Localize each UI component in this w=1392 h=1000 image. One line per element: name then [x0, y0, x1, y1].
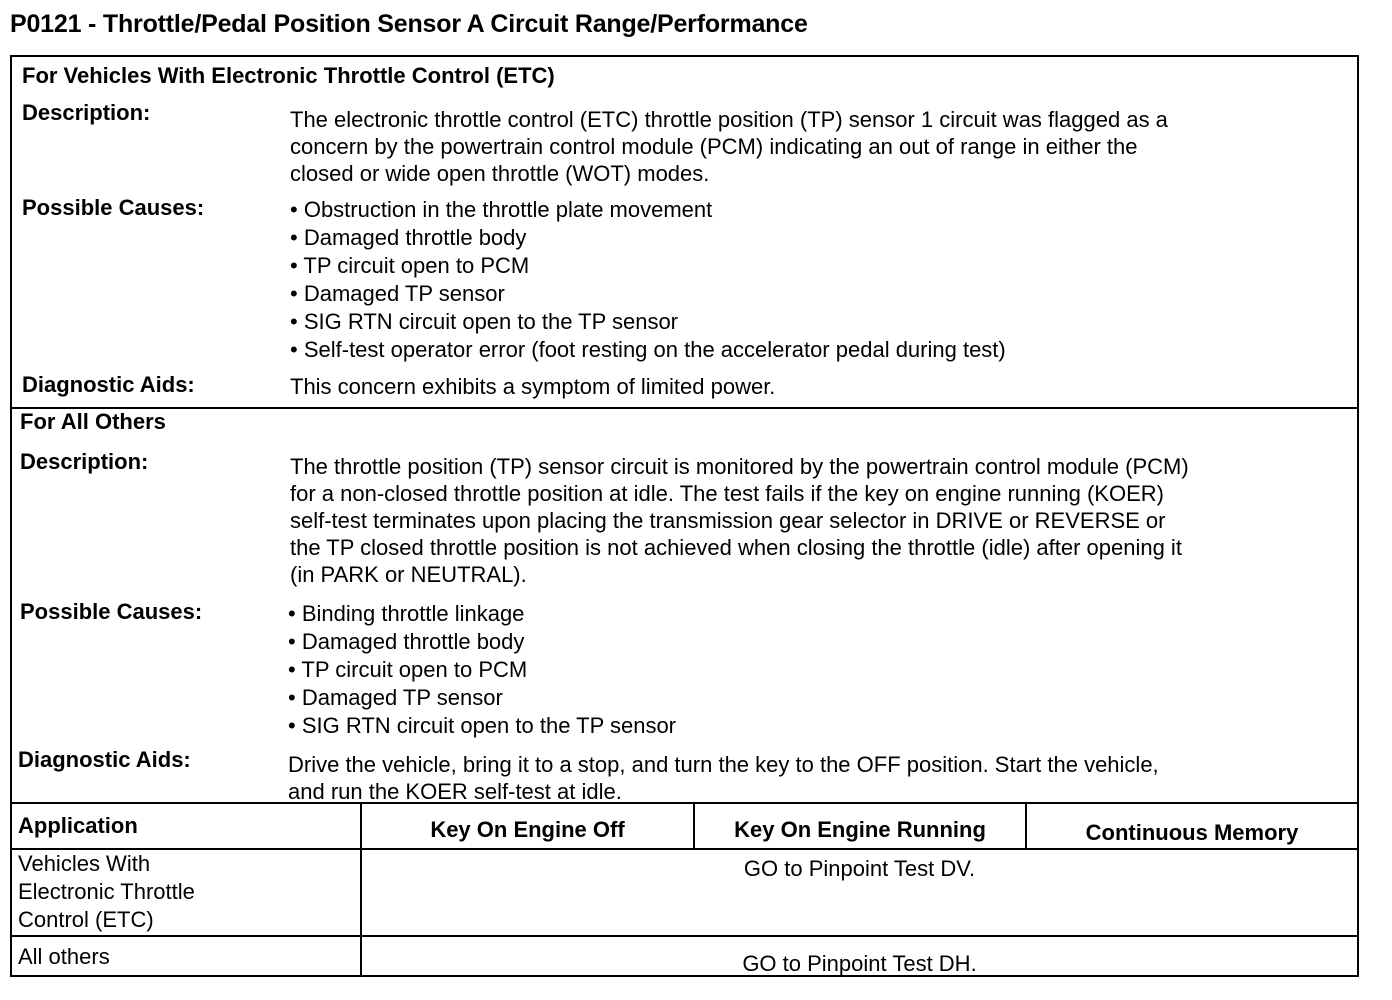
text-line: the TP closed throttle position is not achieved when closing the throttle (idle) after opening it [290, 535, 1182, 560]
text-line: The electronic throttle control (ETC) throttle position (TP) sensor 1 circuit was flagged as a [290, 107, 1168, 132]
header-koer: Key On Engine Running [734, 817, 986, 842]
text-line: and run the KOER self-test at idle. [288, 779, 622, 804]
application-cell: All others [18, 944, 110, 969]
list-item: • SIG RTN circuit open to the TP sensor [290, 308, 1006, 336]
possible-causes-label: Possible Causes: [22, 195, 205, 220]
text-line: (in PARK or NEUTRAL). [290, 562, 527, 587]
divider [12, 935, 1357, 937]
diagnostic-aids-text [288, 751, 1159, 805]
list-item: • Damaged throttle body [288, 628, 676, 656]
diagnostic-aids-text: This concern exhibits a symptom of limited power. [290, 374, 776, 399]
list-item: • TP circuit open to PCM [288, 656, 676, 684]
divider [12, 848, 1357, 850]
action-cell: GO to Pinpoint Test DV. [743, 856, 976, 881]
description-label: Description: [22, 100, 151, 125]
possible-causes-list [290, 196, 1006, 364]
text-line: closed or wide open throttle (WOT) modes. [290, 161, 710, 186]
list-item: • Damaged TP sensor [290, 280, 1006, 308]
list-item: • Obstruction in the throttle plate movement [290, 196, 1006, 224]
list-item: • Damaged throttle body [290, 224, 1006, 252]
header-continuous-memory: Continuous Memory [1085, 820, 1299, 845]
list-item: • Damaged TP sensor [288, 684, 676, 712]
list-item: • TP circuit open to PCM [290, 252, 1006, 280]
text-line: Electronic Throttle [18, 879, 195, 904]
text-line: for a non-closed throttle position at idle. The test fails if the key on engine running (KOER) [290, 481, 1164, 506]
description-label: Description: [20, 449, 149, 474]
diagnostic-aids-label: Diagnostic Aids: [22, 372, 195, 397]
description-text [290, 106, 1168, 187]
list-item: • Self-test operator error (foot resting on the accelerator pedal during test) [290, 336, 1006, 364]
text-line: Vehicles With [18, 851, 151, 876]
section-heading-others: For All Others [20, 409, 166, 434]
possible-causes-label: Possible Causes: [20, 599, 203, 624]
list-item: • Binding throttle linkage [288, 600, 676, 628]
text-line: Control (ETC) [18, 907, 154, 932]
text-line: The throttle position (TP) sensor circuit is monitored by the powertrain control module (PCM) [290, 454, 1189, 479]
section-heading-etc: For Vehicles With Electronic Throttle Control (ETC) [22, 63, 555, 88]
header-koeo: Key On Engine Off [430, 817, 625, 842]
possible-causes-list [288, 600, 676, 740]
list-item: • SIG RTN circuit open to the TP sensor [288, 712, 676, 740]
text-line: Drive the vehicle, bring it to a stop, and turn the key to the OFF position. Start the vehicle, [288, 752, 1159, 777]
application-cell [18, 850, 195, 933]
page-title: P0121 - Throttle/Pedal Position Sensor A Circuit Range/Performance [10, 10, 808, 38]
header-application: Application [18, 813, 138, 838]
divider [12, 802, 1357, 804]
diagnostic-aids-label: Diagnostic Aids: [18, 747, 191, 772]
text-line: concern by the powertrain control module (PCM) indicating an out of range in either the [290, 134, 1138, 159]
dtc-table [10, 55, 1359, 977]
divider [12, 407, 1357, 409]
description-text [290, 453, 1189, 588]
text-line: self-test terminates upon placing the transmission gear selector in DRIVE or REVERSE or [290, 508, 1166, 533]
action-cell: GO to Pinpoint Test DH. [742, 951, 977, 976]
